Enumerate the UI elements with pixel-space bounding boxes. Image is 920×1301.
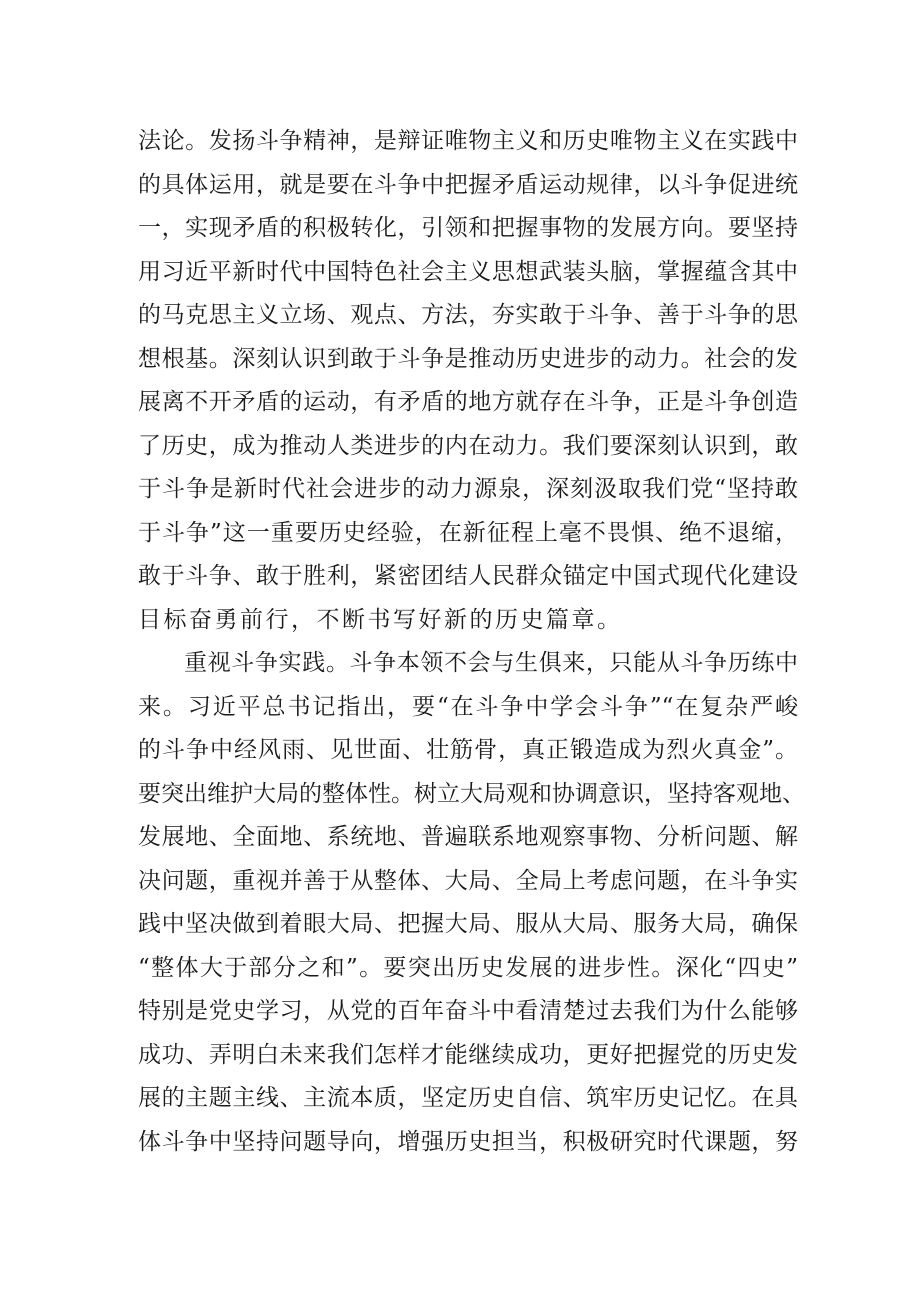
paragraph-2 [138,642,805,1164]
text-line: 特别是党史学习，从党的百年奋斗中看清楚过去我们为什么能够 [138,998,798,1024]
text-line: 践中坚决做到着眼大局、把握大局、服从大局、服务大局，确保 [138,911,798,937]
text-line: 发展地、全面地、系统地、普遍联系地观察事物、分析问题、解 [138,824,798,850]
text-line: 的马克思主义立场、观点、方法，夯实敢于斗争、善于斗争的思 [138,302,798,328]
text-line: 来。习近平总书记指出，要“在斗争中学会斗争”“在复杂严峻 [138,693,798,720]
text-line: 用习近平新时代中国特色社会主义思想武装头脑，掌握蕴含其中 [138,258,798,285]
text-line: 于斗争”这一重要历史经验，在新征程上毫不畏惧、绝不退缩， [138,519,798,546]
body-text [138,120,805,1164]
text-line: 法论。发扬斗争精神，是辩证唯物主义和历史唯物主义在实践中 [138,128,798,154]
text-line: 展的主题主线、主流本质，坚定历史自信、筑牢历史记忆。在具 [138,1085,798,1111]
text-line: 的斗争中经风雨、见世面、壮筋骨，真正锻造成为烈火真金”。 [138,737,798,763]
text-line: 展离不开矛盾的运动，有矛盾的地方就存在斗争，正是斗争创造 [138,389,798,415]
text-line-last: 目标奋勇前行，不断书写好新的历史篇章。 [138,606,623,633]
paragraph-1 [138,120,798,642]
text-line: “整体大于部分之和”。要突出历史发展的进步性。深化“四史” [138,954,798,981]
text-line: 要突出维护大局的整体性。树立大局观和协调意识，坚持客观地、 [138,780,805,807]
text-line: 的具体运用，就是要在斗争中把握矛盾运动规律，以斗争促进统 [138,171,798,198]
text-line: 想根基。深刻认识到敢于斗争是推动历史进步的动力。社会的发 [138,345,798,372]
text-line: 决问题，重视并善于从整体、大局、全局上考虑问题，在斗争实 [138,867,798,894]
text-line: 敢于斗争、敢于胜利，紧密团结人民群众锚定中国式现代化建设 [138,563,798,589]
text-line: 一，实现矛盾的积极转化，引领和把握事物的发展方向。要坚持 [138,215,798,241]
text-line-first-indented: 重视斗争实践。斗争本领不会与生俱来，只能从斗争历练中 [184,650,798,676]
text-line: 成功、弄明白未来我们怎样才能继续成功，更好把握党的历史发 [138,1041,798,1068]
text-line: 体斗争中坚持问题导向，增强历史担当，积极研究时代课题，努 [138,1128,798,1155]
text-line: 于斗争是新时代社会进步的动力源泉，深刻汲取我们党“坚持敢 [138,476,798,502]
text-line: 了历史，成为推动人类进步的内在动力。我们要深刻认识到，敢 [138,432,798,459]
